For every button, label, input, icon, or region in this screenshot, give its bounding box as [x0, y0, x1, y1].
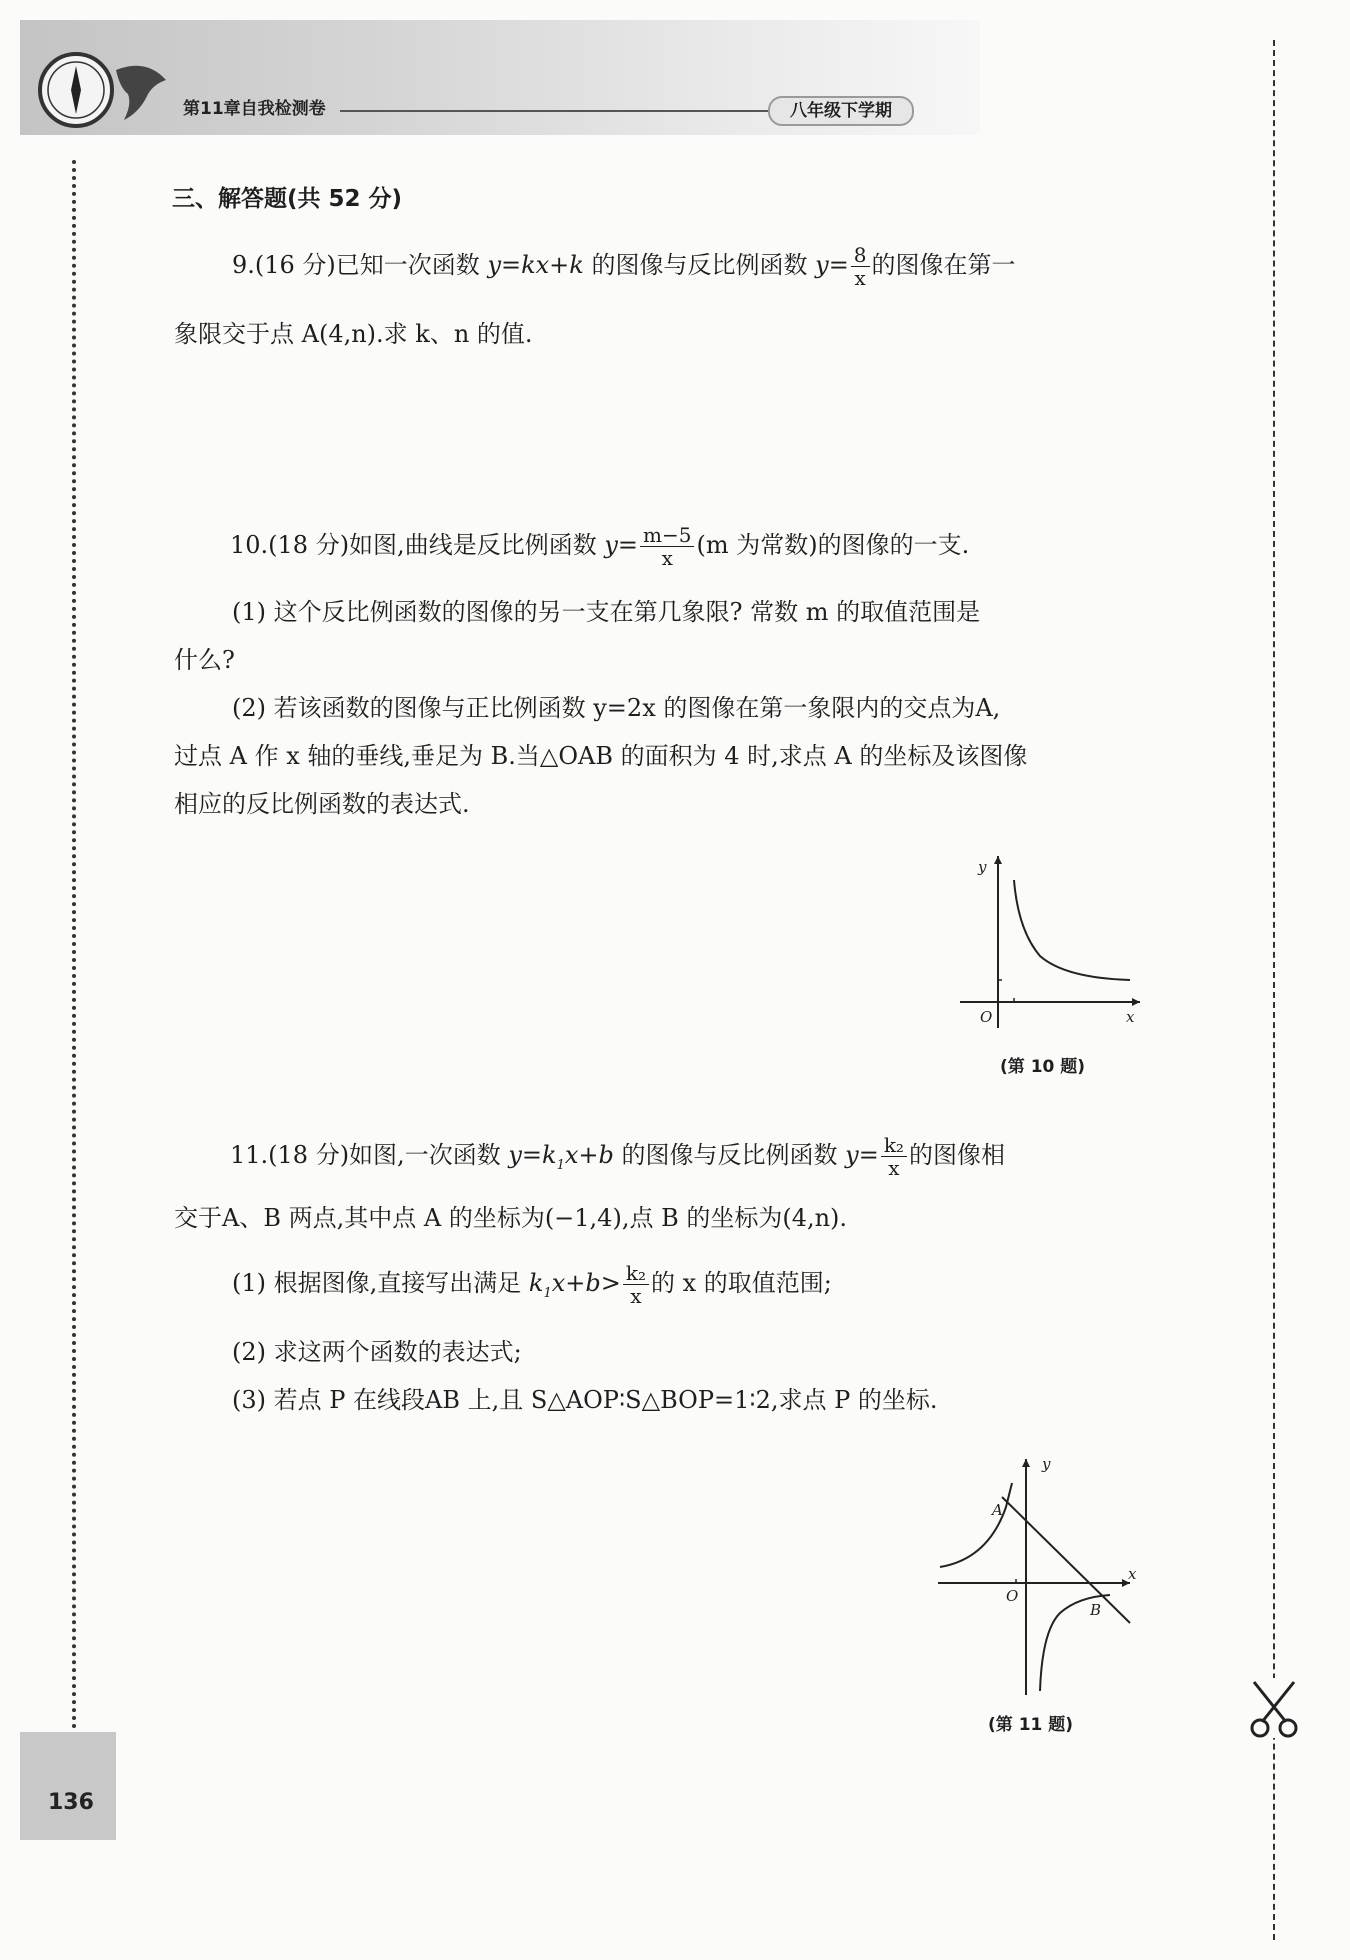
q11-frac-den: x	[888, 1156, 900, 1180]
q11-x-label: x	[1128, 1565, 1137, 1583]
q10-x-label: x	[1126, 1008, 1135, 1026]
q9-line1-end: 的图像在第一	[871, 251, 1016, 279]
section-heading: 三、解答题(共 52 分)	[172, 186, 403, 212]
q11-mid: 的图像与反比例函数	[621, 1141, 838, 1169]
q10-figure-caption: (第 10 题)	[1000, 1057, 1086, 1077]
q9-fraction	[851, 244, 870, 289]
chapter-title: 第11章自我检测卷	[183, 99, 326, 119]
q10-p2-line2: 过点 A 作 x 轴的垂线,垂足为 B.当△OAB 的面积为 4 时,求点 A 的坐标及该图像	[174, 742, 1028, 770]
q10-line-1: 10.(18 分)如图,曲线是反比例函数 y= $\frac{m-5}{x}$ (m 为常数)的图像的一支.	[230, 523, 970, 570]
q11-point-b-label: B	[1090, 1601, 1102, 1619]
q11-y-label: y	[1042, 1455, 1051, 1473]
q10-lead: 10.(18 分)如图,曲线是反比例函数	[230, 531, 597, 559]
q10-line1-end: (m 为常数)的图像的一支.	[696, 531, 970, 559]
q11-hyperbola-branch-2	[940, 1483, 1012, 1567]
q11-line-2: 交于A、B 两点,其中点 A 的坐标为(−1,4),点 B 的坐标为(4,n).	[174, 1204, 848, 1232]
q11-p1-frac-den: x	[630, 1284, 642, 1308]
q11-p3: (3) 若点 P 在线段AB 上,且 S△AOP∶S△BOP=1∶2,求点 P 的坐标.	[232, 1386, 938, 1414]
q11-frac-num: k₂	[881, 1134, 907, 1157]
q11-point-a-label: A	[992, 1501, 1003, 1519]
q9-line-1: 9.(16 分)已知一次函数 y=kx+k 的图像与反比例函数 y= $\frac{8}{x}$ 的图像在第一	[232, 243, 1016, 290]
q10-frac-den: x	[661, 546, 673, 570]
q11-p1-end: 的 x 的取值范围;	[651, 1269, 832, 1297]
q11-figure-caption: (第 11 题)	[988, 1715, 1074, 1735]
q10-p1-line1: (1) 这个反比例函数的图像的另一支在第几象限? 常数 m 的取值范围是	[232, 598, 981, 626]
q11-graph	[930, 1455, 1150, 1705]
binding-dotted-line	[72, 160, 76, 1730]
q10-p2-line3: 相应的反比例函数的表达式.	[174, 790, 470, 818]
grade-badge: 八年级下学期	[768, 96, 914, 126]
q11-fraction	[881, 1134, 907, 1179]
q11-line1-end: 的图像相	[908, 1141, 1005, 1169]
q11-line	[1002, 1497, 1130, 1623]
q9-frac-den: x	[854, 266, 866, 290]
q11-linear-func: $y=k_1x+b$	[508, 1141, 614, 1173]
q10-p1-line2: 什么?	[174, 646, 235, 674]
q11-lead: 11.(18 分)如图,一次函数	[230, 1141, 501, 1169]
q10-origin-label: O	[980, 1008, 993, 1026]
q9-lead: 9.(16 分)已知一次函数	[232, 251, 480, 279]
q9-linear-func: y=kx+k	[487, 251, 584, 279]
q11-origin-label: O	[1006, 1587, 1019, 1605]
q11-p1	[232, 1262, 832, 1307]
q10-graph	[950, 850, 1150, 1030]
q11-p1-frac-num: k₂	[623, 1262, 649, 1285]
q10-fraction	[640, 524, 694, 569]
q9-frac-num: 8	[851, 244, 870, 267]
q9-mid: 的图像与反比例函数	[591, 251, 808, 279]
header-rule	[340, 110, 770, 112]
q9-line-2: 象限交于点 A(4,n).求 k、n 的值.	[174, 320, 533, 348]
q11-p1-lead: (1) 根据图像,直接写出满足	[232, 1269, 522, 1297]
page-number-tab	[20, 1732, 116, 1840]
q10-hyperbola-branch	[1014, 880, 1130, 980]
q10-frac-num: m−5	[640, 524, 694, 547]
q10-y-label: y	[978, 858, 987, 876]
cut-dashed-line	[1273, 40, 1275, 1940]
scissors-icon	[1246, 1678, 1302, 1738]
q11-p2: (2) 求这两个函数的表达式;	[232, 1338, 522, 1366]
q11-inequality: $k_1x+b>$	[528, 1269, 621, 1301]
page-number: 136	[48, 1790, 94, 1815]
q11-line-1: 11.(18 分)如图,一次函数 $y=k_1x+b$ 的图像与反比例函数 y= $\frac{\text{k₂}}{x}$ 的图像相	[230, 1133, 1005, 1180]
compass-clock-icon	[36, 50, 176, 130]
q10-p2-line1: (2) 若该函数的图像与正比例函数 y=2x 的图像在第一象限内的交点为A,	[232, 694, 1001, 722]
q11-p1-fraction	[623, 1262, 649, 1307]
